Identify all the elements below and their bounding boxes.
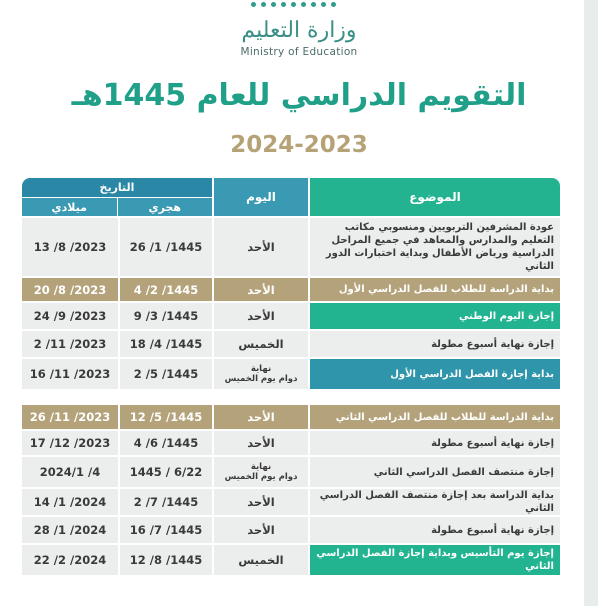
cell-day: الأحد (214, 489, 308, 515)
table-header (22, 178, 560, 216)
cell-day-sub: دوام يوم الخميس (224, 374, 298, 384)
cell-hijri: 4 /2 /1445 (120, 278, 212, 301)
cell-gregorian: 13 /8 /2023 (22, 218, 118, 276)
cell-day: الأحد (214, 278, 308, 301)
header-date-group (22, 178, 212, 216)
table-row (22, 457, 560, 487)
cell-gregorian: 24 /9 /2023 (22, 303, 118, 329)
header-hijri: هجري (118, 197, 213, 216)
table-body-section-1 (22, 218, 560, 389)
cell-topic: إجازة نهاية أسبوع مطولة (310, 517, 560, 543)
cell-day: الأحد (214, 303, 308, 329)
page-title: التقويم الدراسي للعام 1445هـ (71, 78, 527, 113)
table-row (22, 303, 560, 329)
header-gregorian: ميلادي (22, 197, 118, 216)
table-body-section-2 (22, 405, 560, 575)
table-row (22, 218, 560, 276)
table-row (22, 359, 560, 389)
logo-arabic-text: وزارة التعليم (241, 18, 357, 43)
cell-hijri: 4 /6 /1445 (120, 431, 212, 455)
cell-hijri: 18 /4 /1445 (120, 331, 212, 357)
cell-topic: إجازة يوم التأسيس وبداية إجازة الفصل الدراسي الثاني (310, 545, 560, 575)
cell-hijri: 2 /5 /1445 (120, 359, 212, 389)
cell-day-sub: دوام يوم الخميس (224, 472, 298, 482)
cell-gregorian: 16 /11 /2023 (22, 359, 118, 389)
cell-topic: إجازة منتصف الفصل الدراسي الثاني (310, 457, 560, 487)
cell-hijri: 26 /1 /1445 (120, 218, 212, 276)
cell-gregorian: 26 /11 /2023 (22, 405, 118, 429)
cell-gregorian: 2024/1 /4 (22, 457, 118, 487)
cell-day: الأحد (214, 517, 308, 543)
header-date: التاريخ (22, 178, 212, 197)
cell-day: الخميس (214, 545, 308, 575)
cell-day: الأحد (214, 405, 308, 429)
table-row (22, 278, 560, 301)
calendar-table (22, 178, 560, 575)
cell-day (214, 359, 308, 389)
cell-hijri: 9 /3 /1445 (120, 303, 212, 329)
cell-gregorian: 2 /11 /2023 (22, 331, 118, 357)
cell-hijri: 12 /8 /1445 (120, 545, 212, 575)
cell-gregorian: 22 /2 /2024 (22, 545, 118, 575)
cell-day (214, 457, 308, 487)
table-row (22, 517, 560, 543)
table-row (22, 545, 560, 575)
table-row (22, 431, 560, 455)
header-day: اليوم (214, 178, 308, 216)
cell-day-label: نهاية (250, 462, 272, 472)
cell-topic: إجازة نهاية أسبوع مطولة (310, 431, 560, 455)
table-row (22, 405, 560, 429)
cell-gregorian: 14 /1 /2024 (22, 489, 118, 515)
cell-topic: عودة المشرفين التربويين ومنسوبي مكاتب التعليم والمدارس والمعاهد في جميع المراحل الدراسية ورياض الأطفال وبداية اختبارات الدور الثاني (310, 218, 560, 276)
cell-topic: إجازة اليوم الوطني (310, 303, 560, 329)
cell-day: الأحد (214, 218, 308, 276)
cell-hijri: 2 /7 /1445 (120, 489, 212, 515)
cell-day-label: نهاية (250, 364, 272, 374)
cell-gregorian: 28 /1 /2024 (22, 517, 118, 543)
cell-topic: بداية الدراسة للطلاب للفصل الدراسي الأول (310, 278, 560, 301)
cell-day: الخميس (214, 331, 308, 357)
cell-topic: بداية إجازة الفصل الدراسي الأول (310, 359, 560, 389)
header-topic: الموضوع (310, 178, 560, 216)
logo-english-text: Ministry of Education (240, 46, 358, 58)
cell-hijri: 1445 / 6/22 (120, 457, 212, 487)
cell-hijri: 16 /7 /1445 (120, 517, 212, 543)
cell-topic: بداية الدراسة بعد إجازة منتصف الفصل الدراسي الثاني (310, 489, 560, 515)
page-subtitle-year: 2024-2023 (230, 132, 368, 158)
cell-gregorian: 20 /8 /2023 (22, 278, 118, 301)
cell-gregorian: 17 /12 /2023 (22, 431, 118, 455)
cell-topic: إجازة نهاية أسبوع مطولة (310, 331, 560, 357)
cell-day: الأحد (214, 431, 308, 455)
table-row (22, 331, 560, 357)
cell-topic: بداية الدراسة للطلاب للفصل الدراسي الثاني (310, 405, 560, 429)
logo-dots-icon (247, 0, 347, 10)
table-row (22, 489, 560, 515)
cell-hijri: 12 /5 /1445 (120, 405, 212, 429)
